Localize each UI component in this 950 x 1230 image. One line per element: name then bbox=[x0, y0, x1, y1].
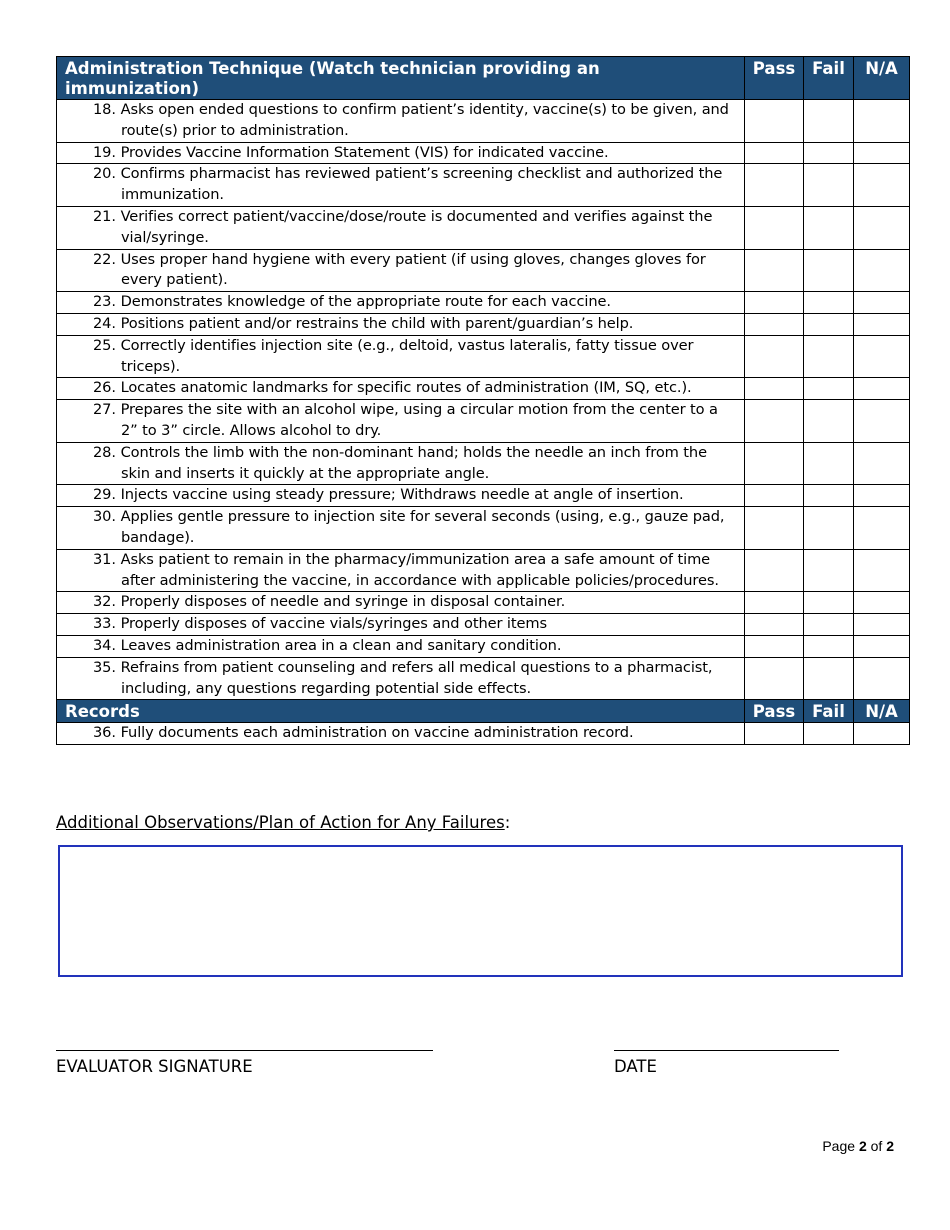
checklist-item-description: Positions patient and/or restrains the child with parent/guardian’s help. bbox=[120, 314, 634, 332]
checklist-item-text bbox=[57, 400, 745, 443]
column-header-na: N/A bbox=[854, 57, 910, 100]
checklist-item-description: Locates anatomic landmarks for specific routes of administration (IM, SQ, etc.). bbox=[120, 379, 692, 397]
checklist-item-number: 36. bbox=[93, 724, 116, 742]
pass-checkbox-cell[interactable] bbox=[745, 292, 804, 314]
checklist-item-number: 32. bbox=[93, 593, 116, 611]
na-checkbox-cell[interactable] bbox=[854, 592, 910, 614]
checklist-item-number: 33. bbox=[93, 615, 116, 633]
page-number bbox=[822, 1138, 894, 1154]
na-checkbox-cell[interactable] bbox=[854, 723, 910, 745]
fail-checkbox-cell[interactable] bbox=[804, 635, 854, 657]
checklist-row bbox=[57, 164, 910, 207]
fail-checkbox-cell[interactable] bbox=[804, 378, 854, 400]
pass-checkbox-cell[interactable] bbox=[745, 635, 804, 657]
checklist-item-description: Provides Vaccine Information Statement (VIS) for indicated vaccine. bbox=[120, 143, 609, 161]
pass-checkbox-cell[interactable] bbox=[745, 614, 804, 636]
checklist-row bbox=[57, 723, 910, 745]
observations-label bbox=[56, 812, 510, 834]
column-header-pass: Pass bbox=[745, 700, 804, 723]
na-checkbox-cell[interactable] bbox=[854, 378, 910, 400]
checklist-row bbox=[57, 442, 910, 485]
checklist-item-text bbox=[57, 507, 745, 550]
pass-checkbox-cell[interactable] bbox=[745, 549, 804, 592]
checklist-row bbox=[57, 249, 910, 292]
checklist-row bbox=[57, 400, 910, 443]
evaluator-signature-label: EVALUATOR SIGNATURE bbox=[56, 1057, 253, 1076]
na-checkbox-cell[interactable] bbox=[854, 442, 910, 485]
checklist-item-description: Applies gentle pressure to injection site for several seconds (using, e.g., gauze pad, bandage). bbox=[120, 508, 725, 546]
fail-checkbox-cell[interactable] bbox=[804, 400, 854, 443]
checklist-row bbox=[57, 313, 910, 335]
pass-checkbox-cell[interactable] bbox=[745, 442, 804, 485]
checklist-row bbox=[57, 657, 910, 700]
checklist-item-description: Properly disposes of vaccine vials/syringes and other items bbox=[120, 615, 548, 633]
checklist-row bbox=[57, 485, 910, 507]
section-title-records: Records bbox=[57, 700, 745, 723]
pass-checkbox-cell[interactable] bbox=[745, 507, 804, 550]
checklist-item-number: 20. bbox=[93, 165, 116, 183]
page-of-word: of bbox=[870, 1138, 883, 1154]
checklist-item-text bbox=[57, 378, 745, 400]
pass-checkbox-cell[interactable] bbox=[745, 378, 804, 400]
na-checkbox-cell[interactable] bbox=[854, 249, 910, 292]
checklist-row bbox=[57, 507, 910, 550]
checklist-row bbox=[57, 206, 910, 249]
fail-checkbox-cell[interactable] bbox=[804, 313, 854, 335]
fail-checkbox-cell[interactable] bbox=[804, 592, 854, 614]
checklist-row bbox=[57, 549, 910, 592]
checklist-item-text bbox=[57, 164, 745, 207]
checklist-item-text bbox=[57, 292, 745, 314]
na-checkbox-cell[interactable] bbox=[854, 485, 910, 507]
observations-label-text: Additional Observations/Plan of Action for Any Failures bbox=[56, 813, 505, 832]
pass-checkbox-cell[interactable] bbox=[745, 723, 804, 745]
na-checkbox-cell[interactable] bbox=[854, 549, 910, 592]
pass-checkbox-cell[interactable] bbox=[745, 249, 804, 292]
na-checkbox-cell[interactable] bbox=[854, 614, 910, 636]
na-checkbox-cell[interactable] bbox=[854, 100, 910, 143]
column-header-fail: Fail bbox=[804, 57, 854, 100]
fail-checkbox-cell[interactable] bbox=[804, 292, 854, 314]
fail-checkbox-cell[interactable] bbox=[804, 485, 854, 507]
checklist-row bbox=[57, 635, 910, 657]
pass-checkbox-cell[interactable] bbox=[745, 313, 804, 335]
column-header-na: N/A bbox=[854, 700, 910, 723]
checklist-item-number: 30. bbox=[93, 508, 116, 526]
checklist-item-description: Correctly identifies injection site (e.g., deltoid, vastus lateralis, fatty tissue over triceps). bbox=[120, 336, 694, 375]
checklist-item-description: Injects vaccine using steady pressure; Withdraws needle at angle of insertion. bbox=[120, 486, 684, 504]
evaluation-checklist-table bbox=[56, 56, 910, 745]
checklist-item-text bbox=[57, 485, 745, 507]
checklist-item-description: Properly disposes of needle and syringe in disposal container. bbox=[120, 593, 566, 611]
checklist-row bbox=[57, 614, 910, 636]
na-checkbox-cell[interactable] bbox=[854, 635, 910, 657]
page-total: 2 bbox=[886, 1138, 894, 1154]
pass-checkbox-cell[interactable] bbox=[745, 592, 804, 614]
checklist-item-text bbox=[57, 723, 745, 745]
checklist-item-text bbox=[57, 249, 745, 292]
na-checkbox-cell[interactable] bbox=[854, 292, 910, 314]
pass-checkbox-cell[interactable] bbox=[745, 657, 804, 700]
checklist-item-number: 35. bbox=[93, 658, 116, 676]
checklist-item-text bbox=[57, 549, 745, 592]
section-header-records bbox=[57, 700, 910, 723]
checklist-item-number: 19. bbox=[93, 143, 116, 161]
na-checkbox-cell[interactable] bbox=[854, 142, 910, 164]
checklist-item-text bbox=[57, 335, 745, 378]
checklist-item-text bbox=[57, 100, 745, 143]
na-checkbox-cell[interactable] bbox=[854, 400, 910, 443]
checklist-item-text bbox=[57, 614, 745, 636]
checklist-item-number: 31. bbox=[93, 550, 116, 568]
fail-checkbox-cell[interactable] bbox=[804, 249, 854, 292]
pass-checkbox-cell[interactable] bbox=[745, 164, 804, 207]
checklist-item-number: 21. bbox=[93, 207, 116, 225]
checklist-item-description: Refrains from patient counseling and refers all medical questions to a pharmacist, including, any questions regarding potential side effects. bbox=[120, 658, 713, 697]
pass-checkbox-cell[interactable] bbox=[745, 100, 804, 143]
evaluator-signature-line[interactable] bbox=[56, 1050, 433, 1051]
fail-checkbox-cell[interactable] bbox=[804, 657, 854, 700]
observations-textbox[interactable] bbox=[58, 845, 903, 977]
checklist-item-number: 22. bbox=[93, 250, 116, 268]
checklist-item-description: Confirms pharmacist has reviewed patient’s screening checklist and authorized the immunization. bbox=[120, 165, 723, 204]
observations-label-colon: : bbox=[504, 813, 511, 832]
checklist-item-text bbox=[57, 142, 745, 164]
fail-checkbox-cell[interactable] bbox=[804, 549, 854, 592]
checklist-item-description: Verifies correct patient/vaccine/dose/route is documented and verifies against the vial/syringe. bbox=[120, 207, 713, 246]
na-checkbox-cell[interactable] bbox=[854, 657, 910, 700]
checklist-item-text bbox=[57, 635, 745, 657]
page-word: Page bbox=[822, 1138, 856, 1154]
checklist-item-description: Leaves administration area in a clean and sanitary condition. bbox=[120, 636, 562, 654]
fail-checkbox-cell[interactable] bbox=[804, 507, 854, 550]
checklist-item-description: Demonstrates knowledge of the appropriate route for each vaccine. bbox=[120, 293, 611, 311]
fail-checkbox-cell[interactable] bbox=[804, 614, 854, 636]
checklist-item-description: Controls the limb with the non-dominant hand; holds the needle an inch from the skin and inserts it quickly at the appropriate angle. bbox=[120, 443, 707, 482]
checklist-row bbox=[57, 100, 910, 143]
checklist-row bbox=[57, 142, 910, 164]
checklist-item-number: 23. bbox=[93, 293, 116, 311]
checklist-item-number: 28. bbox=[93, 443, 116, 461]
fail-checkbox-cell[interactable] bbox=[804, 442, 854, 485]
checklist-row bbox=[57, 592, 910, 614]
na-checkbox-cell[interactable] bbox=[854, 313, 910, 335]
section-title-administration: Administration Technique (Watch technician providing an immunization) bbox=[57, 57, 745, 100]
fail-checkbox-cell[interactable] bbox=[804, 335, 854, 378]
checklist-item-text bbox=[57, 313, 745, 335]
pass-checkbox-cell[interactable] bbox=[745, 400, 804, 443]
checklist-item-number: 29. bbox=[93, 486, 116, 504]
checklist-item-text bbox=[57, 657, 745, 700]
fail-checkbox-cell[interactable] bbox=[804, 206, 854, 249]
date-line[interactable] bbox=[614, 1050, 839, 1051]
checklist-item-description: Asks patient to remain in the pharmacy/immunization area a safe amount of time after administering the vaccine, in accordance with applicable policies/procedures. bbox=[120, 550, 719, 589]
checklist-item-number: 26. bbox=[93, 379, 116, 397]
column-header-fail: Fail bbox=[804, 700, 854, 723]
na-checkbox-cell[interactable] bbox=[854, 507, 910, 550]
checklist-row bbox=[57, 335, 910, 378]
checklist-item-description: Prepares the site with an alcohol wipe, using a circular motion from the center to a 2” to 3” circle. Allows alcohol to dry. bbox=[120, 401, 718, 439]
pass-checkbox-cell[interactable] bbox=[745, 335, 804, 378]
page-current: 2 bbox=[858, 1138, 867, 1154]
fail-checkbox-cell[interactable] bbox=[804, 723, 854, 745]
checklist-row bbox=[57, 292, 910, 314]
column-header-pass: Pass bbox=[745, 57, 804, 100]
fail-checkbox-cell[interactable] bbox=[804, 100, 854, 143]
fail-checkbox-cell[interactable] bbox=[804, 142, 854, 164]
na-checkbox-cell[interactable] bbox=[854, 164, 910, 207]
checklist-item-text bbox=[57, 206, 745, 249]
checklist-item-description: Uses proper hand hygiene with every patient (if using gloves, changes gloves for every patient). bbox=[120, 250, 706, 289]
checklist-item-description: Asks open ended questions to confirm patient’s identity, vaccine(s) to be given, and route(s) prior to administration. bbox=[120, 101, 729, 139]
checklist-item-description: Fully documents each administration on vaccine administration record. bbox=[120, 724, 634, 742]
pass-checkbox-cell[interactable] bbox=[745, 206, 804, 249]
checklist-item-number: 18. bbox=[93, 101, 116, 118]
fail-checkbox-cell[interactable] bbox=[804, 164, 854, 207]
checklist-item-number: 34. bbox=[93, 636, 116, 654]
date-label: DATE bbox=[614, 1057, 657, 1076]
na-checkbox-cell[interactable] bbox=[854, 335, 910, 378]
checklist-row bbox=[57, 378, 910, 400]
na-checkbox-cell[interactable] bbox=[854, 206, 910, 249]
checklist-item-number: 24. bbox=[93, 314, 116, 332]
checklist-item-number: 27. bbox=[93, 401, 116, 419]
checklist-item-number: 25. bbox=[93, 336, 116, 354]
checklist-item-text bbox=[57, 442, 745, 485]
pass-checkbox-cell[interactable] bbox=[745, 485, 804, 507]
section-header-administration bbox=[57, 57, 910, 100]
pass-checkbox-cell[interactable] bbox=[745, 142, 804, 164]
checklist-item-text bbox=[57, 592, 745, 614]
